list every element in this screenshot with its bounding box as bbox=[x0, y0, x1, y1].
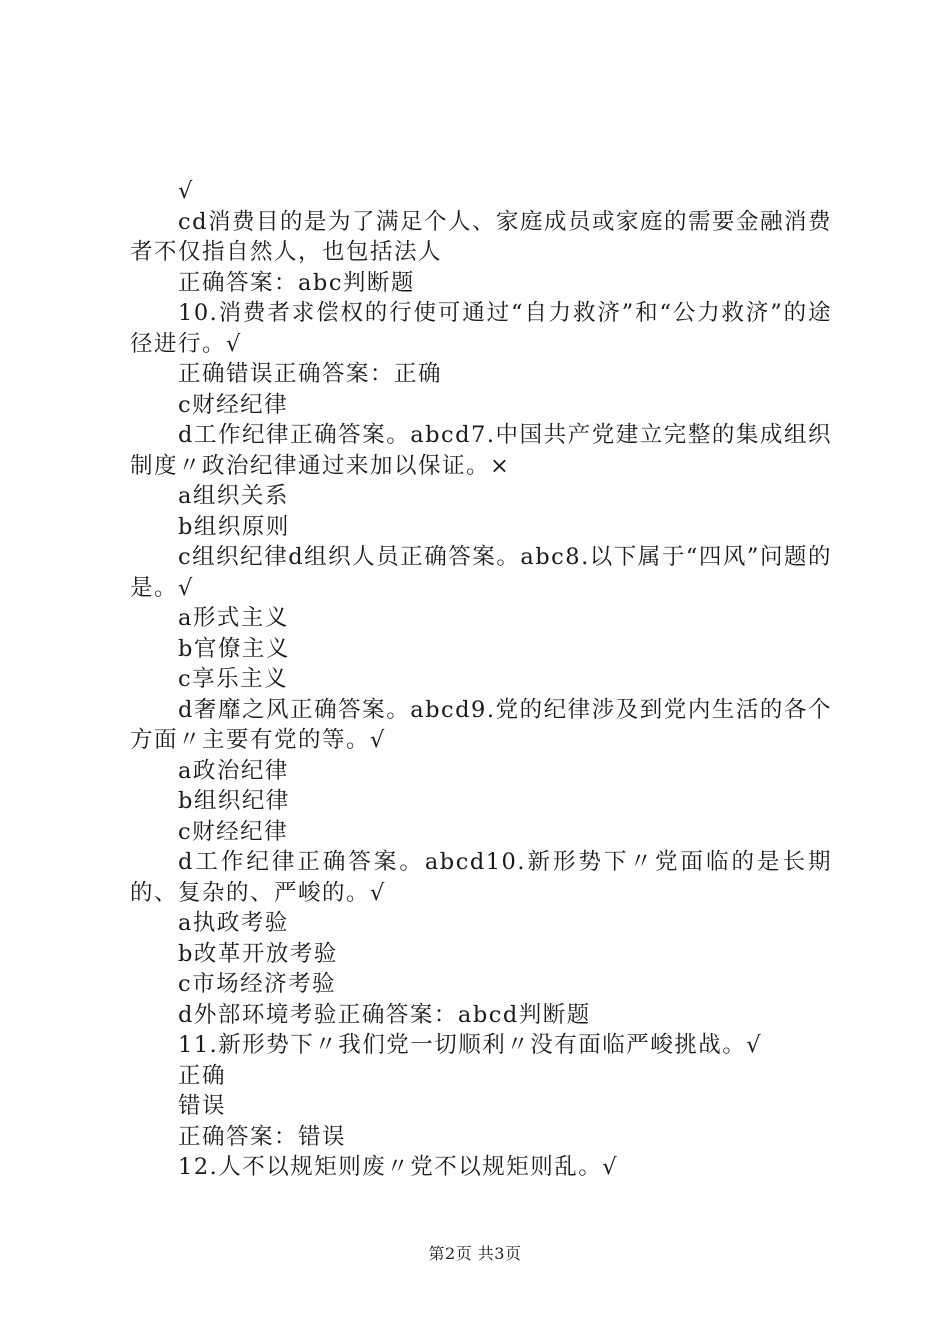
text-line: 正确错误正确答案：正确 bbox=[178, 361, 443, 387]
text-line: c财经纪律 bbox=[178, 391, 289, 418]
text-line: 正确 bbox=[178, 1062, 227, 1089]
text-line: c享乐主义 bbox=[178, 666, 289, 692]
text-line: c市场经济考验 bbox=[178, 971, 337, 997]
text-line: cd消费目的是为了满足个人、家庭成员或家庭的需要金融消费者不仅指自然人，也包括法人 bbox=[130, 208, 833, 265]
text-line: d工作纪律正确答案。abcd7.中国共产党建立完整的集成组织制度〃政治纪律通过来加以保证。× bbox=[130, 422, 832, 479]
text-line: a组织关系 bbox=[178, 483, 289, 509]
text-line: 11.新形势下〃我们党一切顺利〃没有面临严峻挑战。√ bbox=[178, 1032, 763, 1058]
document-body bbox=[130, 176, 832, 1183]
text-line: d奢靡之风正确答案。abcd9.党的纪律涉及到党内生活的各个方面〃主要有党的等。√ bbox=[130, 696, 832, 753]
text-line: a执政考验 bbox=[178, 910, 289, 936]
text-line: a政治纪律 bbox=[178, 757, 289, 784]
text-line: b组织原则 bbox=[178, 513, 290, 540]
text-line: b改革开放考验 bbox=[178, 940, 338, 967]
text-line: √ bbox=[178, 178, 194, 204]
text-line: a形式主义 bbox=[178, 605, 289, 631]
text-line: c财经纪律 bbox=[178, 818, 289, 845]
page-footer: 第2页 共3页 bbox=[428, 1244, 522, 1263]
text-line: 正确答案：错误 bbox=[178, 1123, 347, 1150]
text-line: 12.人不以规矩则废〃党不以规矩则乱。√ bbox=[178, 1154, 619, 1180]
text-line: b官僚主义 bbox=[178, 635, 290, 662]
text-line: c组织纪律d组织人员正确答案。abc8.以下属于“四风”问题的是。√ bbox=[130, 544, 832, 601]
text-line: 正确答案：abc判断题 bbox=[178, 269, 415, 296]
text-line: b组织纪律 bbox=[178, 788, 290, 814]
text-line: d外部环境考验正确答案：abcd判断题 bbox=[178, 1001, 591, 1028]
text-line: d工作纪律正确答案。abcd10.新形势下〃党面临的是长期的、复杂的、严峻的。√ bbox=[130, 849, 832, 906]
text-line: 错误 bbox=[178, 1093, 227, 1119]
text-line: 10.消费者求偿权的行使可通过“自力救济”和“公力救济”的途径进行。√ bbox=[130, 300, 832, 357]
